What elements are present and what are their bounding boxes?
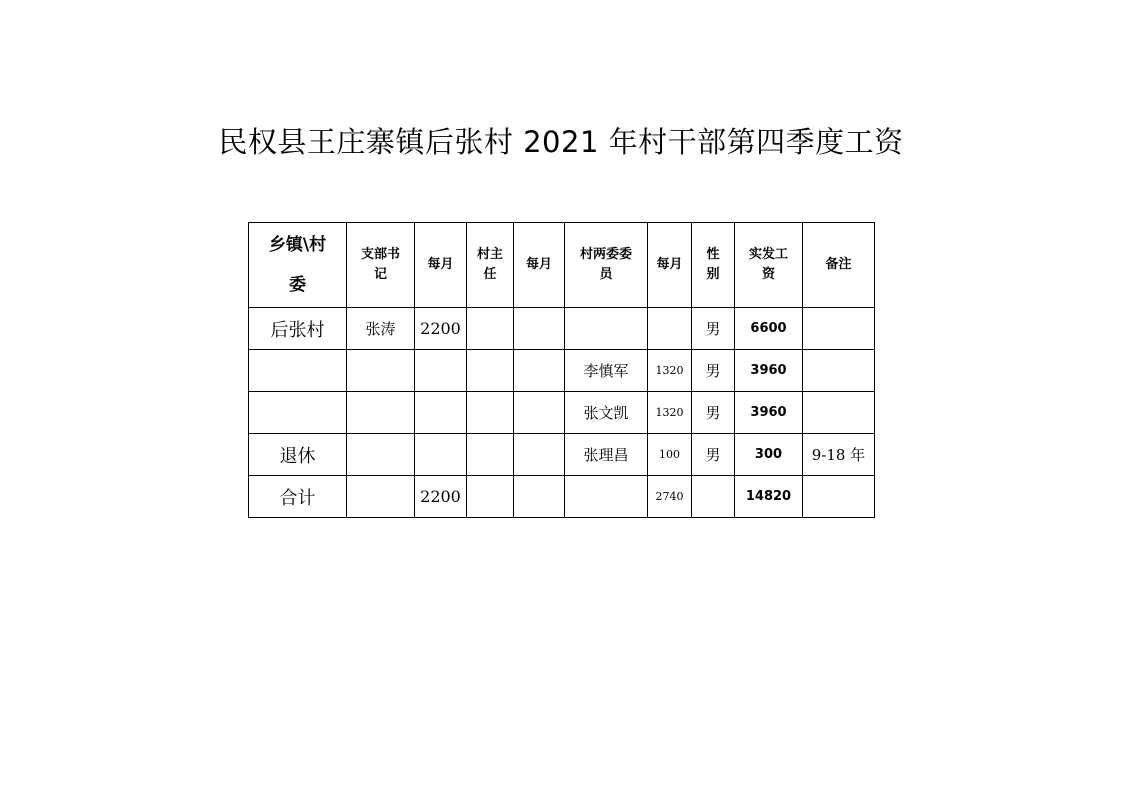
cell-monthly-3: 2740 bbox=[648, 476, 692, 518]
cell-village bbox=[249, 350, 347, 392]
salary-table bbox=[248, 222, 875, 518]
cell-gender: 男 bbox=[692, 350, 735, 392]
cell-actual-salary: 14820 bbox=[735, 476, 803, 518]
cell-monthly-1: 2200 bbox=[415, 308, 467, 350]
cell-actual-salary: 3960 bbox=[735, 392, 803, 434]
header-monthly-2: 每月 bbox=[514, 223, 565, 308]
header-remark: 备注 bbox=[803, 223, 875, 308]
header-secretary: 支部书 记 bbox=[347, 223, 415, 308]
cell-member bbox=[565, 476, 648, 518]
cell-member: 张理昌 bbox=[565, 434, 648, 476]
cell-monthly-3: 1320 bbox=[648, 350, 692, 392]
cell-gender: 男 bbox=[692, 434, 735, 476]
header-village: 乡镇\村 委 bbox=[249, 223, 347, 308]
cell-secretary bbox=[347, 476, 415, 518]
table-row bbox=[249, 308, 875, 350]
cell-secretary bbox=[347, 392, 415, 434]
table-row bbox=[249, 392, 875, 434]
cell-member: 张文凯 bbox=[565, 392, 648, 434]
table-row bbox=[249, 350, 875, 392]
cell-monthly-1: 2200 bbox=[415, 476, 467, 518]
cell-director bbox=[467, 392, 514, 434]
cell-gender: 男 bbox=[692, 308, 735, 350]
cell-director bbox=[467, 350, 514, 392]
cell-monthly-1 bbox=[415, 350, 467, 392]
cell-secretary: 张涛 bbox=[347, 308, 415, 350]
cell-actual-salary: 300 bbox=[735, 434, 803, 476]
cell-member: 李慎军 bbox=[565, 350, 648, 392]
header-director: 村主 任 bbox=[467, 223, 514, 308]
header-monthly-3: 每月 bbox=[648, 223, 692, 308]
cell-village: 合计 bbox=[249, 476, 347, 518]
cell-secretary bbox=[347, 434, 415, 476]
cell-remark bbox=[803, 476, 875, 518]
cell-actual-salary: 3960 bbox=[735, 350, 803, 392]
cell-secretary bbox=[347, 350, 415, 392]
cell-gender: 男 bbox=[692, 392, 735, 434]
cell-director bbox=[467, 434, 514, 476]
cell-monthly-3: 1320 bbox=[648, 392, 692, 434]
cell-village bbox=[249, 392, 347, 434]
header-committee-member: 村两委委 员 bbox=[565, 223, 648, 308]
cell-monthly-2 bbox=[514, 434, 565, 476]
cell-monthly-2 bbox=[514, 308, 565, 350]
cell-remark bbox=[803, 308, 875, 350]
cell-monthly-1 bbox=[415, 392, 467, 434]
document-title: 民权县王庄寨镇后张村 2021 年村干部第四季度工资 bbox=[218, 125, 904, 159]
header-actual-salary: 实发工 资 bbox=[735, 223, 803, 308]
cell-monthly-3: 100 bbox=[648, 434, 692, 476]
cell-gender bbox=[692, 476, 735, 518]
cell-remark bbox=[803, 350, 875, 392]
cell-monthly-1 bbox=[415, 434, 467, 476]
cell-monthly-2 bbox=[514, 350, 565, 392]
cell-remark bbox=[803, 392, 875, 434]
table-row-total bbox=[249, 476, 875, 518]
cell-director bbox=[467, 476, 514, 518]
cell-remark: 9-18 年 bbox=[803, 434, 875, 476]
cell-director bbox=[467, 308, 514, 350]
header-gender: 性 别 bbox=[692, 223, 735, 308]
cell-member bbox=[565, 308, 648, 350]
cell-actual-salary: 6600 bbox=[735, 308, 803, 350]
cell-village: 后张村 bbox=[249, 308, 347, 350]
table-header-row bbox=[249, 223, 875, 308]
table-row bbox=[249, 434, 875, 476]
header-monthly-1: 每月 bbox=[415, 223, 467, 308]
cell-monthly-2 bbox=[514, 392, 565, 434]
cell-monthly-3 bbox=[648, 308, 692, 350]
cell-monthly-2 bbox=[514, 476, 565, 518]
cell-village: 退休 bbox=[249, 434, 347, 476]
